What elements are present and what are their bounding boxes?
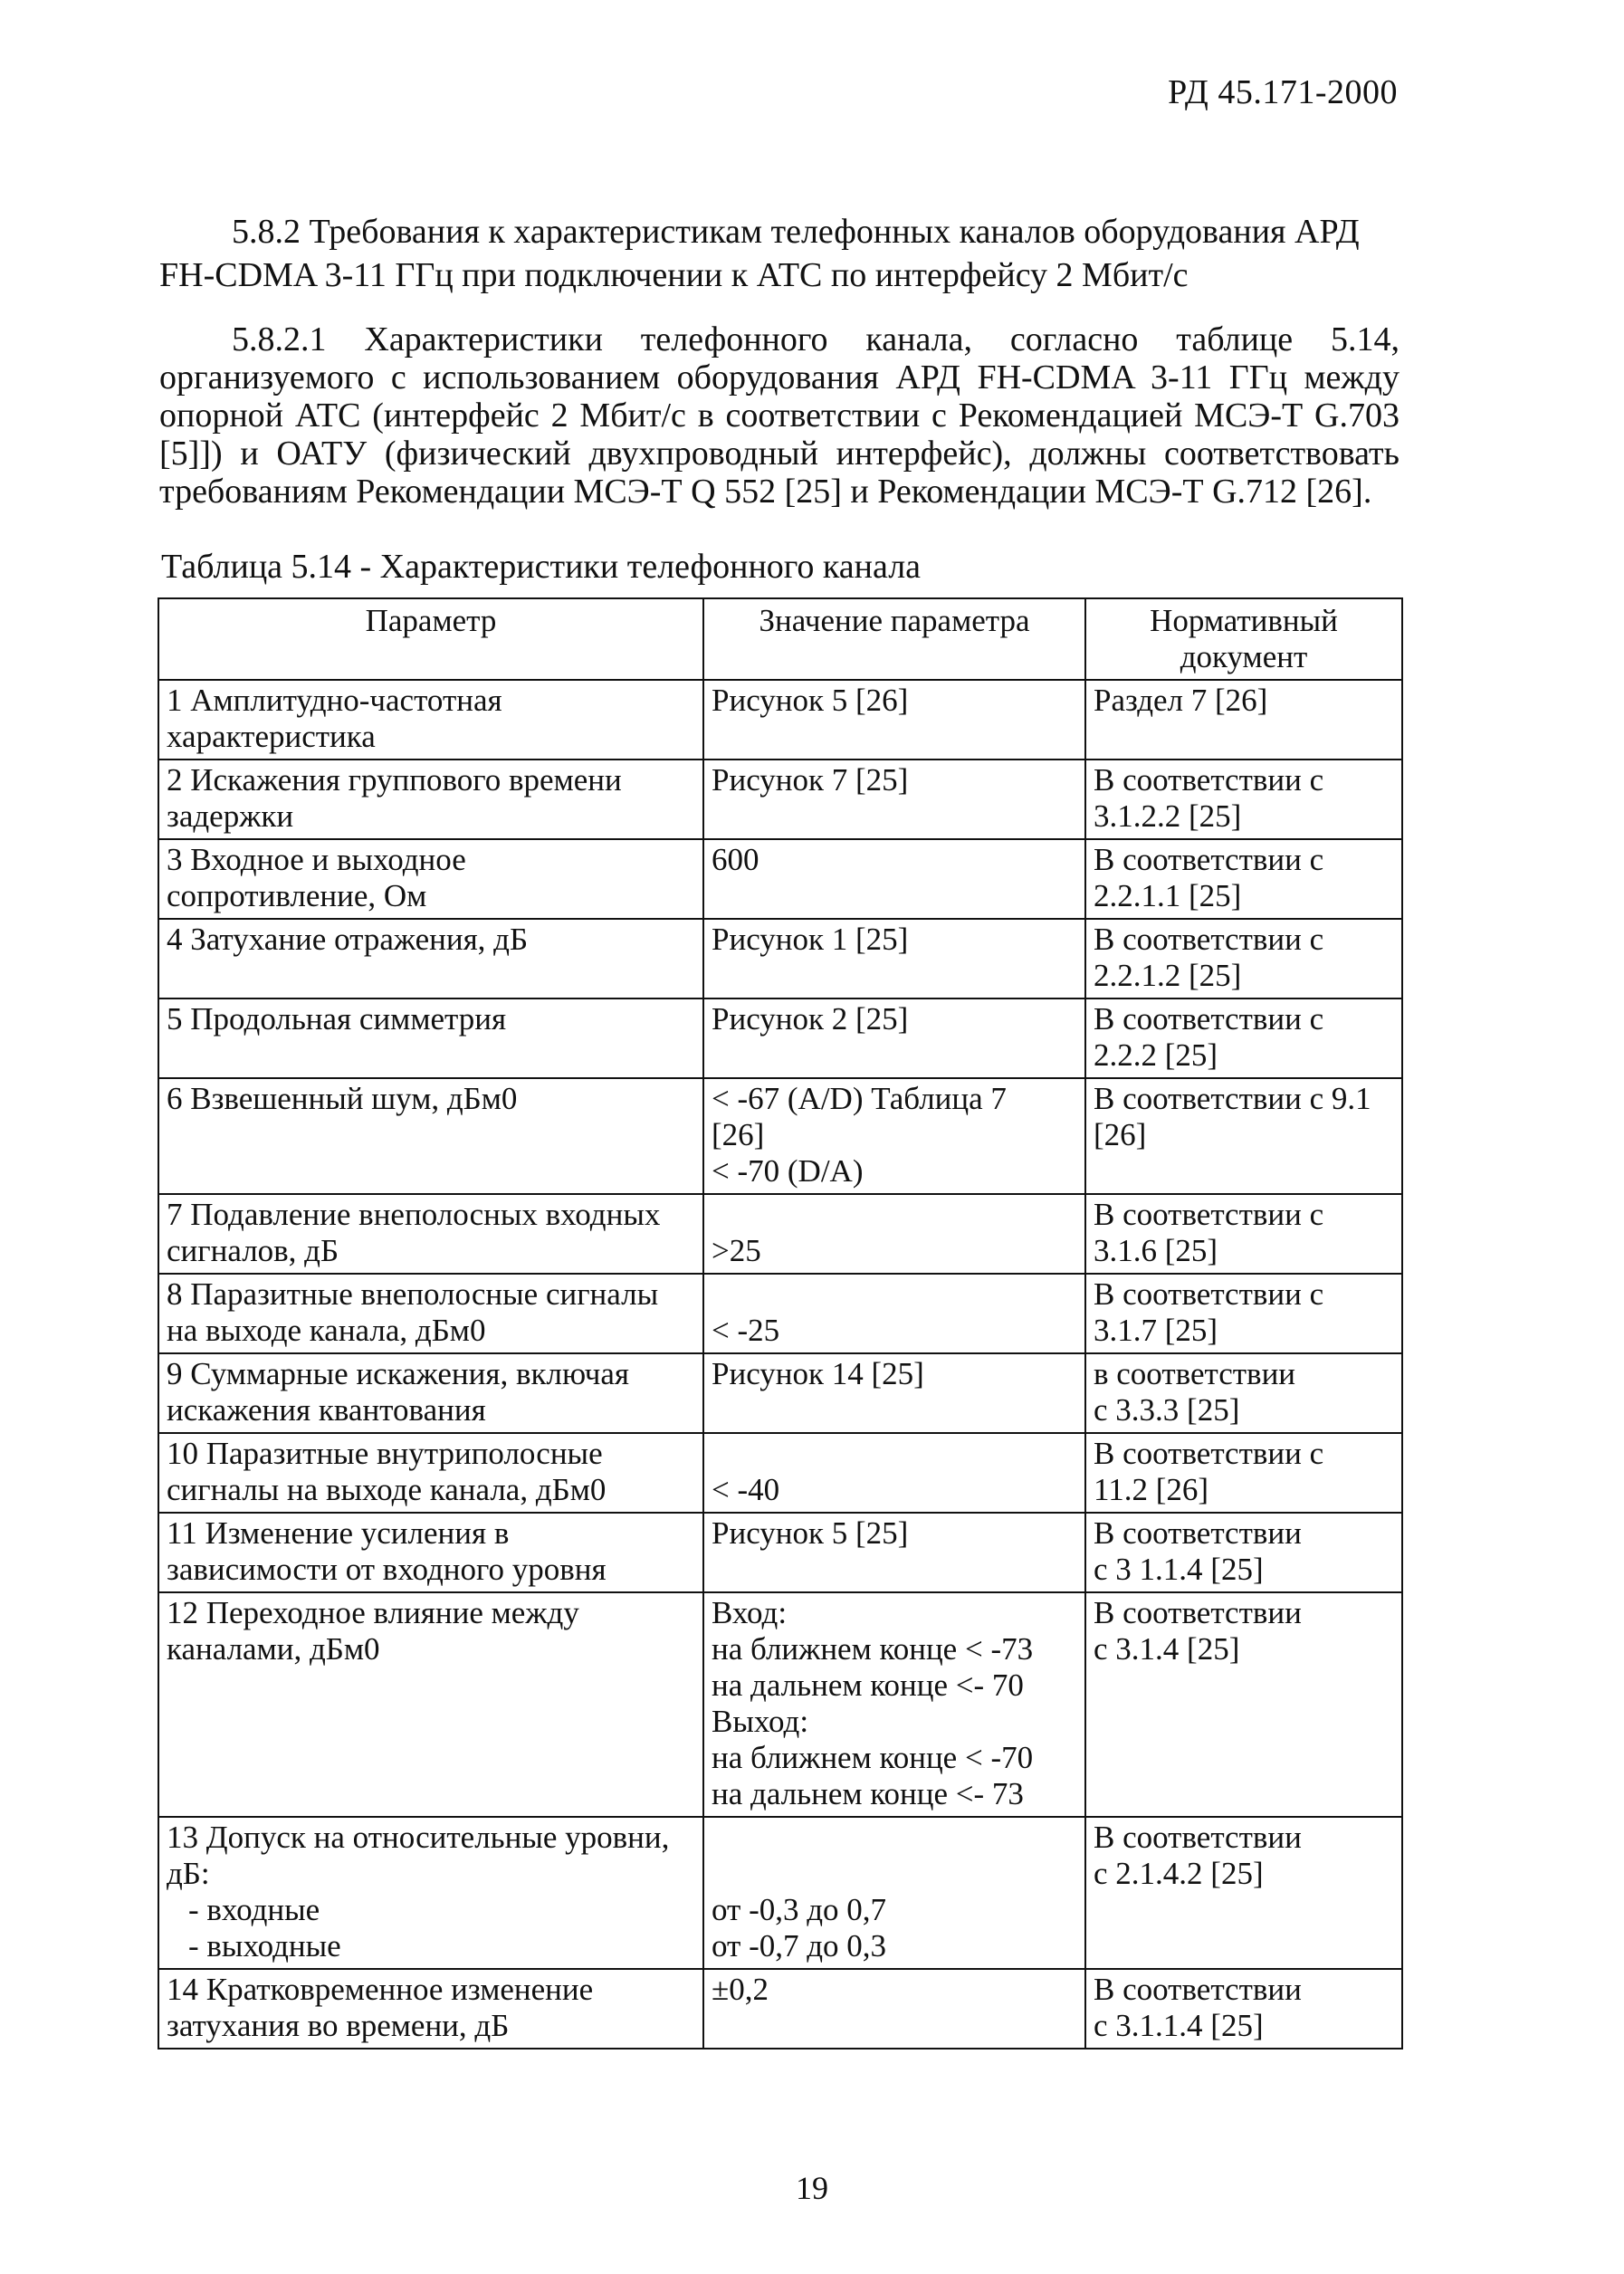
- value-cell: [703, 1078, 1085, 1194]
- cell-line: Рисунок 7 [25]: [712, 762, 909, 798]
- header-value: Значение параметра: [703, 598, 1085, 680]
- cell-line: сопротивление, Ом: [167, 878, 427, 913]
- table-row: [158, 1513, 1402, 1592]
- cell-line: 12 Переходное влияние между: [167, 1595, 579, 1630]
- table-row: [158, 1274, 1402, 1353]
- table-row: [158, 1969, 1402, 2049]
- cell-line: [712, 1197, 1077, 1233]
- cell-line: 6 Взвешенный шум, дБм0: [167, 1081, 518, 1116]
- cell-line: [712, 1820, 1077, 1856]
- cell-line: Рисунок 5 [25]: [712, 1515, 909, 1551]
- cell-line: на ближнем конце < -70: [712, 1740, 1034, 1775]
- table-body: [158, 680, 1402, 2049]
- header-parameter: Параметр: [158, 598, 703, 680]
- parameter-cell: [158, 1969, 703, 2049]
- table-row: [158, 839, 1402, 919]
- cell-line: >25: [712, 1233, 761, 1268]
- document-cell: [1085, 1592, 1402, 1817]
- table-header-row: [158, 598, 1402, 680]
- cell-line: - выходные: [188, 1928, 341, 1963]
- table-row: [158, 1078, 1402, 1194]
- parameter-cell: [158, 839, 703, 919]
- parameter-cell: [158, 1353, 703, 1433]
- cell-line: с 2.1.4.2 [25]: [1094, 1856, 1264, 1891]
- table-row: [158, 1592, 1402, 1817]
- table-row: [158, 1433, 1402, 1513]
- cell-line: 600: [712, 842, 759, 877]
- cell-line: сигналы на выходе канала, дБм0: [167, 1472, 607, 1507]
- parameter-cell: [158, 1194, 703, 1274]
- cell-line: Вход:: [712, 1595, 788, 1630]
- cell-line: В соответствии: [1094, 1972, 1302, 2007]
- cell-line: зависимости от входного уровня: [167, 1552, 607, 1587]
- cell-line: на дальнем конце <- 70: [712, 1667, 1024, 1703]
- cell-line: В соответствии с: [1094, 1436, 1324, 1471]
- value-cell: [703, 998, 1085, 1078]
- cell-line: на выходе канала, дБм0: [167, 1313, 486, 1348]
- parameter-cell: [158, 1592, 703, 1817]
- cell-line: 2.2.1.2 [25]: [1094, 958, 1242, 993]
- cell-line: сигналов, дБ: [167, 1233, 339, 1268]
- cell-line: 10 Паразитные внутриполосные: [167, 1436, 603, 1471]
- document-cell: [1085, 760, 1402, 839]
- table-row: [158, 760, 1402, 839]
- value-cell: [703, 760, 1085, 839]
- value-cell: [703, 1513, 1085, 1592]
- value-cell: [703, 919, 1085, 998]
- cell-line: В соответствии: [1094, 1595, 1302, 1630]
- section-paragraph: 5.8.2.1 Характеристики телефонного канала, согласно таблице 5.14, организуемого с использованием оборудования АРД FH-CDMA 3-11 ГГц между опорной АТС (интерфейс 2 Мбит/с в соответствии с Рекомендацией МСЭ-Т G.703 [5]]) и ОАТУ (физический двухпроводный интерфейс), должны соответствовать требованиям Рекомендации МСЭ-Т Q 552 [25] и Рекомендации МСЭ-Т G.712 [26].: [159, 320, 1400, 511]
- parameter-cell: [158, 1817, 703, 1969]
- cell-line: 13 Допуск на относительные уровни,: [167, 1820, 670, 1855]
- parameter-cell: [158, 680, 703, 760]
- document-cell: [1085, 1353, 1402, 1433]
- document-cell: [1085, 1969, 1402, 2049]
- cell-line: искажения квантования: [167, 1392, 486, 1428]
- cell-line: [26]: [712, 1117, 765, 1152]
- value-cell: [703, 1592, 1085, 1817]
- parameter-cell: [158, 1433, 703, 1513]
- cell-line: дБ:: [167, 1856, 210, 1891]
- cell-line: [26]: [1094, 1117, 1147, 1152]
- document-code: РД 45.171-2000: [1168, 73, 1398, 111]
- section-title: 5.8.2 Требования к характеристикам телефонных каналов оборудования АРД FH-CDMA 3-11 ГГц при подключении к АТС по интерфейсу 2 Мбит/с: [159, 213, 1360, 294]
- cell-line: в соответствии: [1094, 1356, 1296, 1391]
- cell-line: 11.2 [26]: [1094, 1472, 1209, 1507]
- value-cell: [703, 1194, 1085, 1274]
- cell-line: Раздел 7 [26]: [1094, 683, 1268, 718]
- cell-line: 1 Амплитудно-частотная: [167, 683, 502, 718]
- cell-line: - входные: [188, 1892, 320, 1927]
- cell-line: каналами, дБм0: [167, 1631, 380, 1667]
- document-cell: [1085, 1078, 1402, 1194]
- table-row: [158, 680, 1402, 760]
- cell-line: с 3.1.1.4 [25]: [1094, 2008, 1264, 2043]
- cell-line: 2.2.2 [25]: [1094, 1037, 1218, 1073]
- parameter-cell: [158, 1274, 703, 1353]
- document-cell: [1085, 1194, 1402, 1274]
- cell-line: < -67 (A/D) Таблица 7: [712, 1081, 1007, 1116]
- cell-line: на ближнем конце < -73: [712, 1631, 1034, 1667]
- cell-line: В соответствии с: [1094, 762, 1324, 798]
- value-cell: [703, 1817, 1085, 1969]
- table-row: [158, 1194, 1402, 1274]
- cell-line: Выход:: [712, 1704, 809, 1739]
- document-cell: [1085, 998, 1402, 1078]
- value-cell: [703, 1274, 1085, 1353]
- cell-line: < -25: [712, 1313, 780, 1348]
- cell-line: В соответствии с: [1094, 1197, 1324, 1232]
- cell-line: 3.1.7 [25]: [1094, 1313, 1218, 1348]
- parameter-cell: [158, 998, 703, 1078]
- cell-line: с 3 1.1.4 [25]: [1094, 1552, 1264, 1587]
- document-cell: [1085, 680, 1402, 760]
- table-row: [158, 919, 1402, 998]
- cell-line: 2.2.1.1 [25]: [1094, 878, 1242, 913]
- cell-line: 3.1.2.2 [25]: [1094, 798, 1242, 834]
- document-cell: [1085, 919, 1402, 998]
- characteristics-table: [158, 597, 1403, 2049]
- cell-line: В соответствии: [1094, 1820, 1302, 1855]
- cell-line: < -70 (D/A): [712, 1153, 864, 1189]
- cell-line: Рисунок 5 [26]: [712, 683, 909, 718]
- cell-line: 11 Изменение усиления в: [167, 1515, 510, 1551]
- value-cell: [703, 839, 1085, 919]
- value-cell: [703, 1433, 1085, 1513]
- cell-line: 4 Затухание отражения, дБ: [167, 922, 529, 957]
- cell-line: 8 Паразитные внеполосные сигналы: [167, 1276, 659, 1312]
- document-cell: [1085, 1513, 1402, 1592]
- table-row: [158, 1353, 1402, 1433]
- value-cell: [703, 1969, 1085, 2049]
- cell-line: 7 Подавление внеполосных входных: [167, 1197, 661, 1232]
- cell-line: от -0,3 до 0,7: [712, 1892, 887, 1927]
- cell-line: от -0,7 до 0,3: [712, 1928, 887, 1963]
- document-cell: [1085, 1817, 1402, 1969]
- cell-line: с 3.3.3 [25]: [1094, 1392, 1240, 1428]
- cell-line: Рисунок 2 [25]: [712, 1001, 909, 1037]
- cell-line: [712, 1436, 1077, 1472]
- parameter-cell: [158, 760, 703, 839]
- cell-line: задержки: [167, 798, 294, 834]
- table-row: [158, 1817, 1402, 1969]
- cell-line: ±0,2: [712, 1972, 769, 2007]
- cell-line: [712, 1276, 1077, 1313]
- parameter-cell: [158, 1513, 703, 1592]
- cell-line: В соответствии: [1094, 1515, 1302, 1551]
- cell-line: В соответствии с: [1094, 1276, 1324, 1312]
- cell-line: затухания во времени, дБ: [167, 2008, 510, 2043]
- cell-line: В соответствии с: [1094, 842, 1324, 877]
- cell-line: характеристика: [167, 719, 376, 754]
- cell-line: [712, 1856, 1077, 1892]
- cell-line: В соответствии с 9.1: [1094, 1081, 1371, 1116]
- table-caption: Таблица 5.14 - Характеристики телефонного канала: [161, 548, 922, 586]
- cell-line: на дальнем конце <- 73: [712, 1776, 1024, 1811]
- cell-line: 3.1.6 [25]: [1094, 1233, 1218, 1268]
- cell-line: В соответствии с: [1094, 922, 1324, 957]
- cell-line: 5 Продольная симметрия: [167, 1001, 507, 1037]
- document-cell: [1085, 1274, 1402, 1353]
- value-cell: [703, 680, 1085, 760]
- parameter-cell: [158, 919, 703, 998]
- cell-line: Рисунок 14 [25]: [712, 1356, 924, 1391]
- table-row: [158, 998, 1402, 1078]
- document-cell: [1085, 1433, 1402, 1513]
- cell-line: 2 Искажения группового времени: [167, 762, 622, 798]
- parameter-cell: [158, 1078, 703, 1194]
- cell-line: с 3.1.4 [25]: [1094, 1631, 1240, 1667]
- cell-line: В соответствии с: [1094, 1001, 1324, 1037]
- page-number: 19: [796, 2170, 828, 2206]
- cell-line: 14 Кратковременное изменение: [167, 1972, 594, 2007]
- cell-line: 9 Суммарные искажения, включая: [167, 1356, 630, 1391]
- value-cell: [703, 1353, 1085, 1433]
- cell-line: < -40: [712, 1472, 780, 1507]
- document-cell: [1085, 839, 1402, 919]
- cell-line: 3 Входное и выходное: [167, 842, 466, 877]
- header-document: Нормативный документ: [1085, 598, 1402, 680]
- cell-line: Рисунок 1 [25]: [712, 922, 909, 957]
